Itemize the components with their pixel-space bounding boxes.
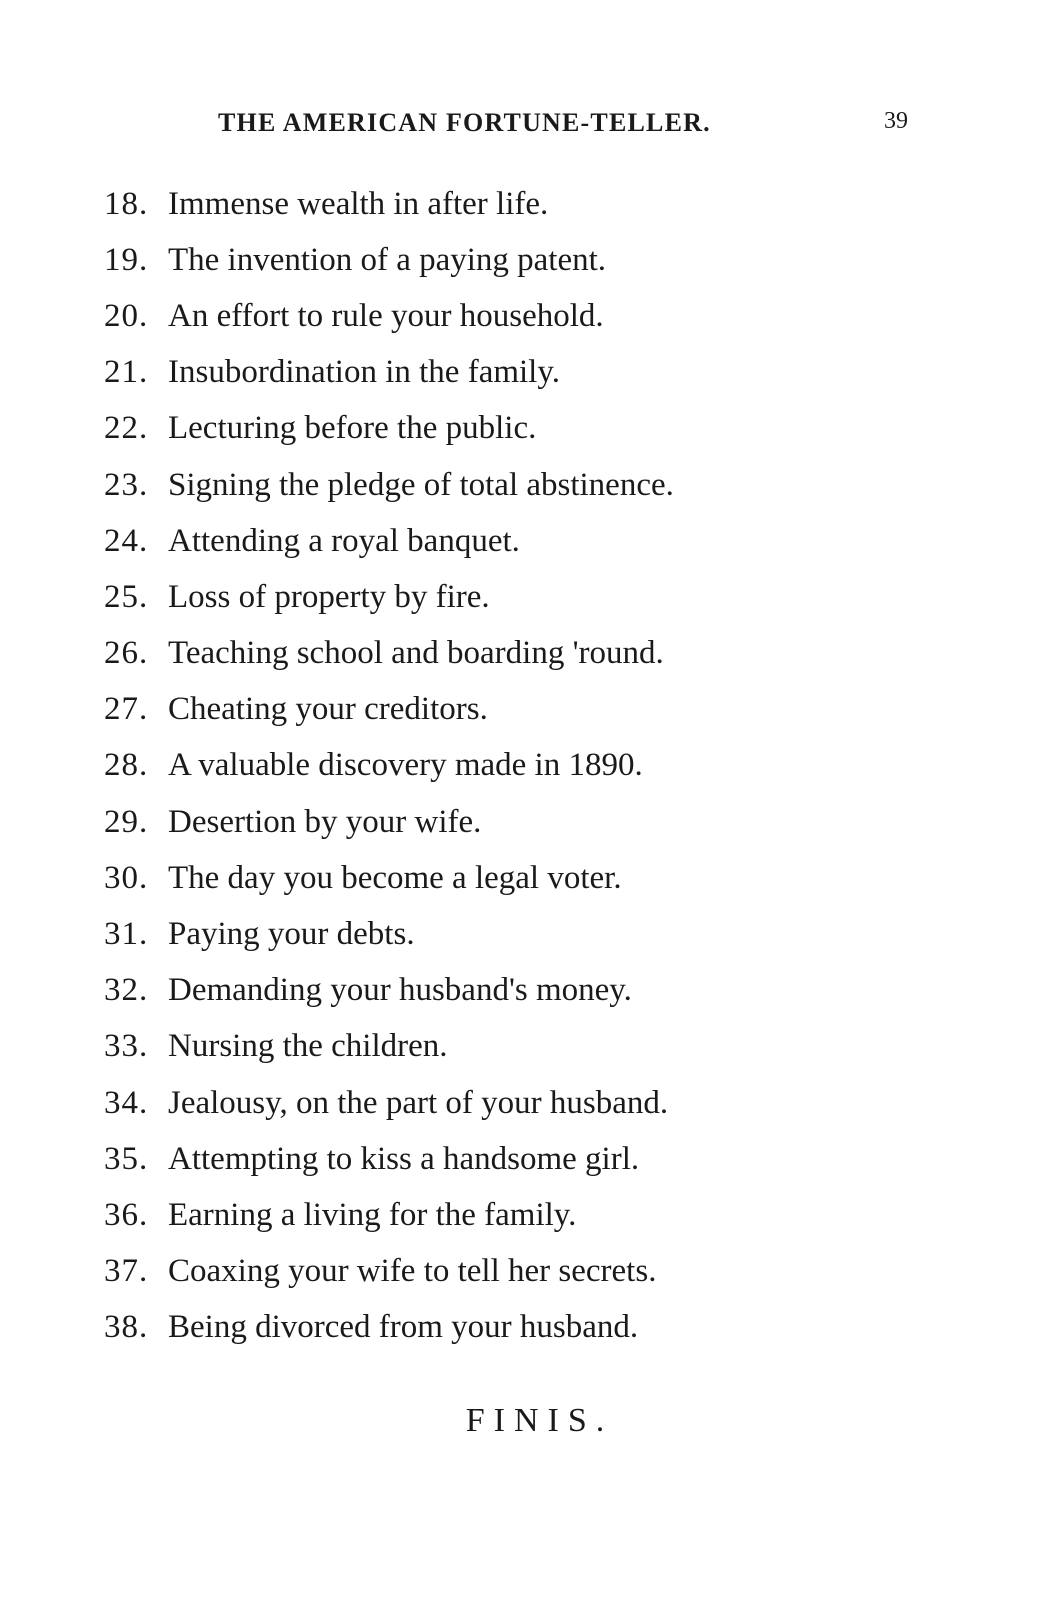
entry-number: 35. xyxy=(104,1140,149,1177)
list-item xyxy=(104,176,904,232)
entry-number: 34. xyxy=(104,1084,149,1121)
entry-number: 37. xyxy=(104,1253,149,1290)
entry-text: Attending a royal banquet. xyxy=(168,522,520,559)
entry-number: 30. xyxy=(104,859,149,896)
entry-text: Coaxing your wife to tell her secrets. xyxy=(168,1253,657,1290)
entry-number: 33. xyxy=(104,1028,149,1065)
entry-number: 38. xyxy=(104,1309,149,1346)
entry-number: 29. xyxy=(104,803,149,840)
entry-number: 26. xyxy=(104,635,149,672)
entry-number: 18. xyxy=(104,185,149,222)
list-item xyxy=(104,794,904,850)
entry-text: Lecturing before the public. xyxy=(168,410,537,447)
entry-number: 23. xyxy=(104,466,149,503)
list-item xyxy=(104,1075,904,1131)
entry-number: 27. xyxy=(104,691,149,728)
list-item xyxy=(104,1019,904,1075)
entry-text: Attempting to kiss a handsome girl. xyxy=(168,1140,640,1177)
page-number: 39 xyxy=(884,108,908,134)
entry-text: An effort to rule your household. xyxy=(168,297,604,334)
entry-list xyxy=(104,176,904,1356)
list-item xyxy=(104,1187,904,1243)
list-item xyxy=(104,345,904,401)
list-item xyxy=(104,626,904,682)
list-item xyxy=(104,850,904,906)
entry-text: The invention of a paying patent. xyxy=(168,241,607,278)
entry-number: 22. xyxy=(104,410,149,447)
list-item xyxy=(104,1300,904,1356)
entry-number: 32. xyxy=(104,972,149,1009)
running-title: THE AMERICAN FORTUNE-TELLER. xyxy=(218,108,711,137)
list-item xyxy=(104,906,904,962)
list-item xyxy=(104,288,904,344)
list-item xyxy=(104,963,904,1019)
entry-text: A valuable discovery made in 1890. xyxy=(168,747,643,784)
list-item xyxy=(104,738,904,794)
entry-text: Earning a living for the family. xyxy=(168,1196,577,1233)
list-item xyxy=(104,513,904,569)
list-item xyxy=(104,1244,904,1300)
list-item xyxy=(104,457,904,513)
entry-text: The day you become a legal voter. xyxy=(168,859,622,896)
entry-text: Loss of property by fire. xyxy=(168,578,490,615)
entry-text: Being divorced from your husband. xyxy=(168,1309,639,1346)
entry-number: 25. xyxy=(104,578,149,615)
entry-number: 31. xyxy=(104,916,149,953)
finis-heading xyxy=(0,1402,1057,1440)
entry-number: 28. xyxy=(104,747,149,784)
entry-text: Immense wealth in after life. xyxy=(168,185,549,222)
entry-text: Desertion by your wife. xyxy=(168,803,482,840)
list-item xyxy=(104,232,904,288)
entry-number: 20. xyxy=(104,297,149,334)
entry-number: 24. xyxy=(104,522,149,559)
entry-text: Demanding your husband's money. xyxy=(168,972,632,1009)
list-item xyxy=(104,569,904,625)
list-item xyxy=(104,1131,904,1187)
entry-number: 36. xyxy=(104,1196,149,1233)
entry-text: Paying your debts. xyxy=(168,916,415,953)
finis-text: FINIS. xyxy=(465,1402,614,1439)
entry-text: Insubordination in the family. xyxy=(168,354,560,391)
entry-text: Teaching school and boarding 'round. xyxy=(168,635,664,672)
list-item xyxy=(104,401,904,457)
entry-number: 21. xyxy=(104,354,149,391)
list-item xyxy=(104,682,904,738)
entry-number: 19. xyxy=(104,241,149,278)
entry-text: Signing the pledge of total abstinence. xyxy=(168,466,674,503)
entry-text: Jealousy, on the part of your husband. xyxy=(168,1084,669,1121)
running-head xyxy=(0,108,1057,148)
entry-text: Cheating your creditors. xyxy=(168,691,488,728)
entry-text: Nursing the children. xyxy=(168,1028,448,1065)
